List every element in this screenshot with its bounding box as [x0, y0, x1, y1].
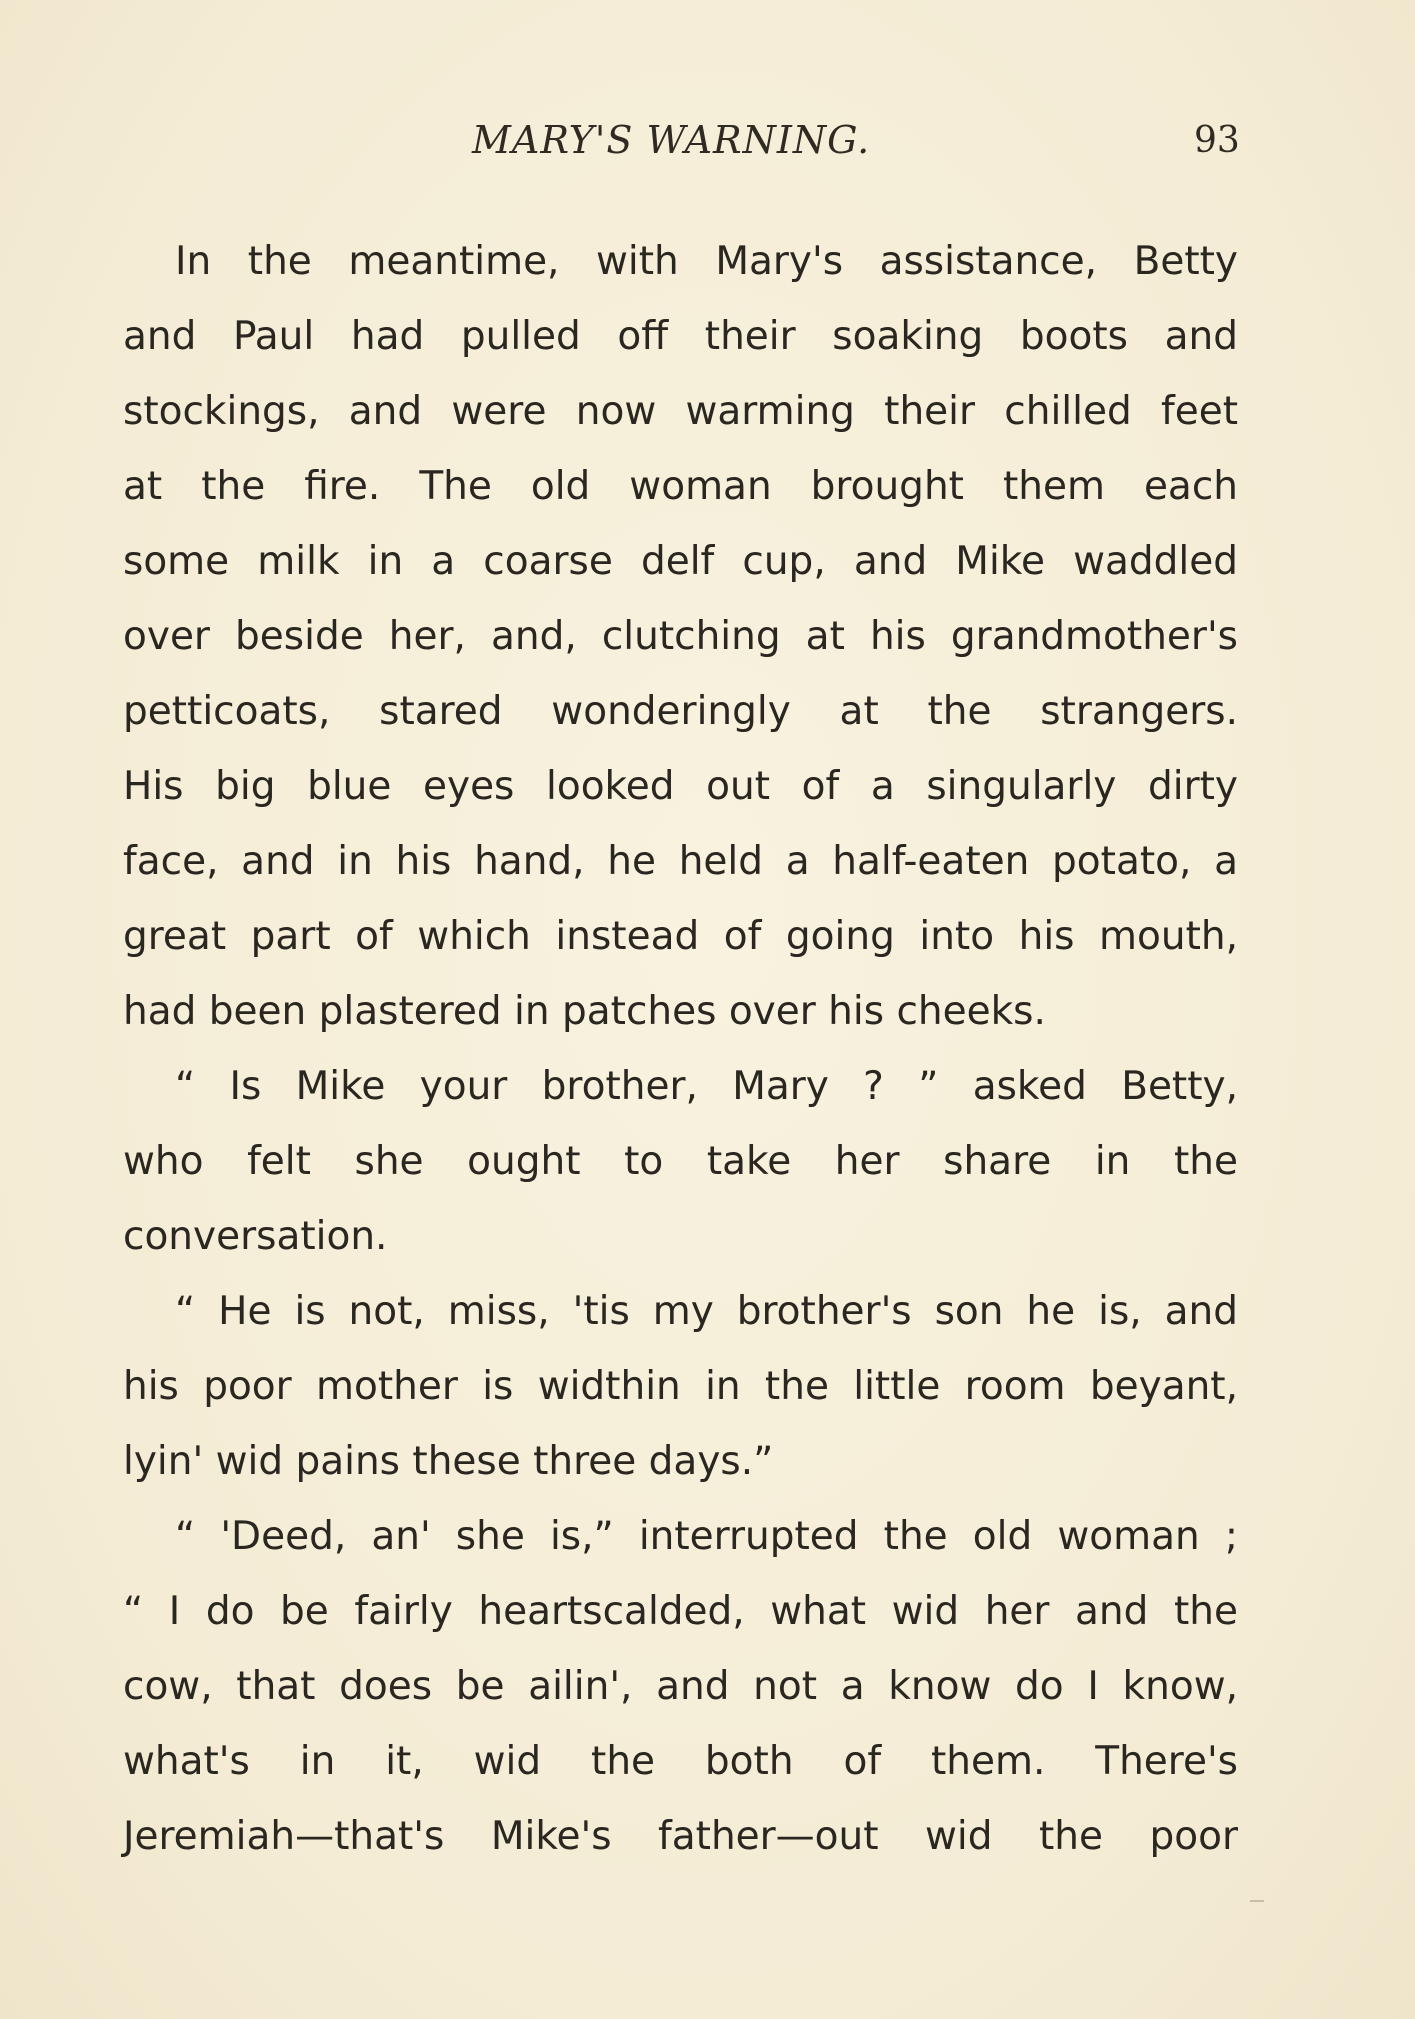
text-line: “ I do be fairly heartscalded, what wid her and the [123, 1589, 1238, 1634]
page-mark [1250, 1900, 1264, 1902]
text-line: face, and in his hand, he held a half-eaten potato, a [123, 839, 1238, 884]
text-line: Jeremiah—that's Mike's father—out wid the poor [123, 1814, 1238, 1859]
text-line: and Paul had pulled off their soaking boots and [123, 314, 1238, 359]
text-line: stockings, and were now warming their chilled feet [123, 389, 1238, 434]
text-line: “ 'Deed, an' she is,” interrupted the old woman ; [175, 1514, 1238, 1559]
text-line: “ He is not, miss, 'tis my brother's son he is, and [175, 1289, 1238, 1334]
running-head-title: MARY'S WARNING. [472, 118, 871, 162]
text-line: some milk in a coarse delf cup, and Mike waddled [123, 539, 1238, 584]
text-line: over beside her, and, clutching at his grandmother's [123, 614, 1238, 659]
text-line: at the fire. The old woman brought them each [123, 464, 1238, 509]
text-line: conversation. [123, 1214, 388, 1259]
text-line: In the meantime, with Mary's assistance, Betty [175, 239, 1238, 284]
text-line: cow, that does be ailin', and not a know do I know, [123, 1664, 1238, 1709]
text-line: who felt she ought to take her share in the [123, 1139, 1238, 1184]
text-line: “ Is Mike your brother, Mary ? ” asked Betty, [175, 1064, 1238, 1109]
text-line: had been plastered in patches over his cheeks. [123, 989, 1046, 1034]
text-line: great part of which instead of going into his mouth, [123, 914, 1238, 959]
text-line: his poor mother is widthin in the little room beyant, [123, 1364, 1238, 1409]
text-line: petticoats, stared wonderingly at the strangers. [123, 689, 1238, 734]
page-number: 93 [1194, 120, 1240, 161]
text-line: His big blue eyes looked out of a singularly dirty [123, 764, 1238, 809]
running-head [0, 118, 1415, 178]
body-text [123, 224, 1238, 1874]
text-line: lyin' wid pains these three days.” [123, 1439, 774, 1484]
text-line: what's in it, wid the both of them. There's [123, 1739, 1238, 1784]
